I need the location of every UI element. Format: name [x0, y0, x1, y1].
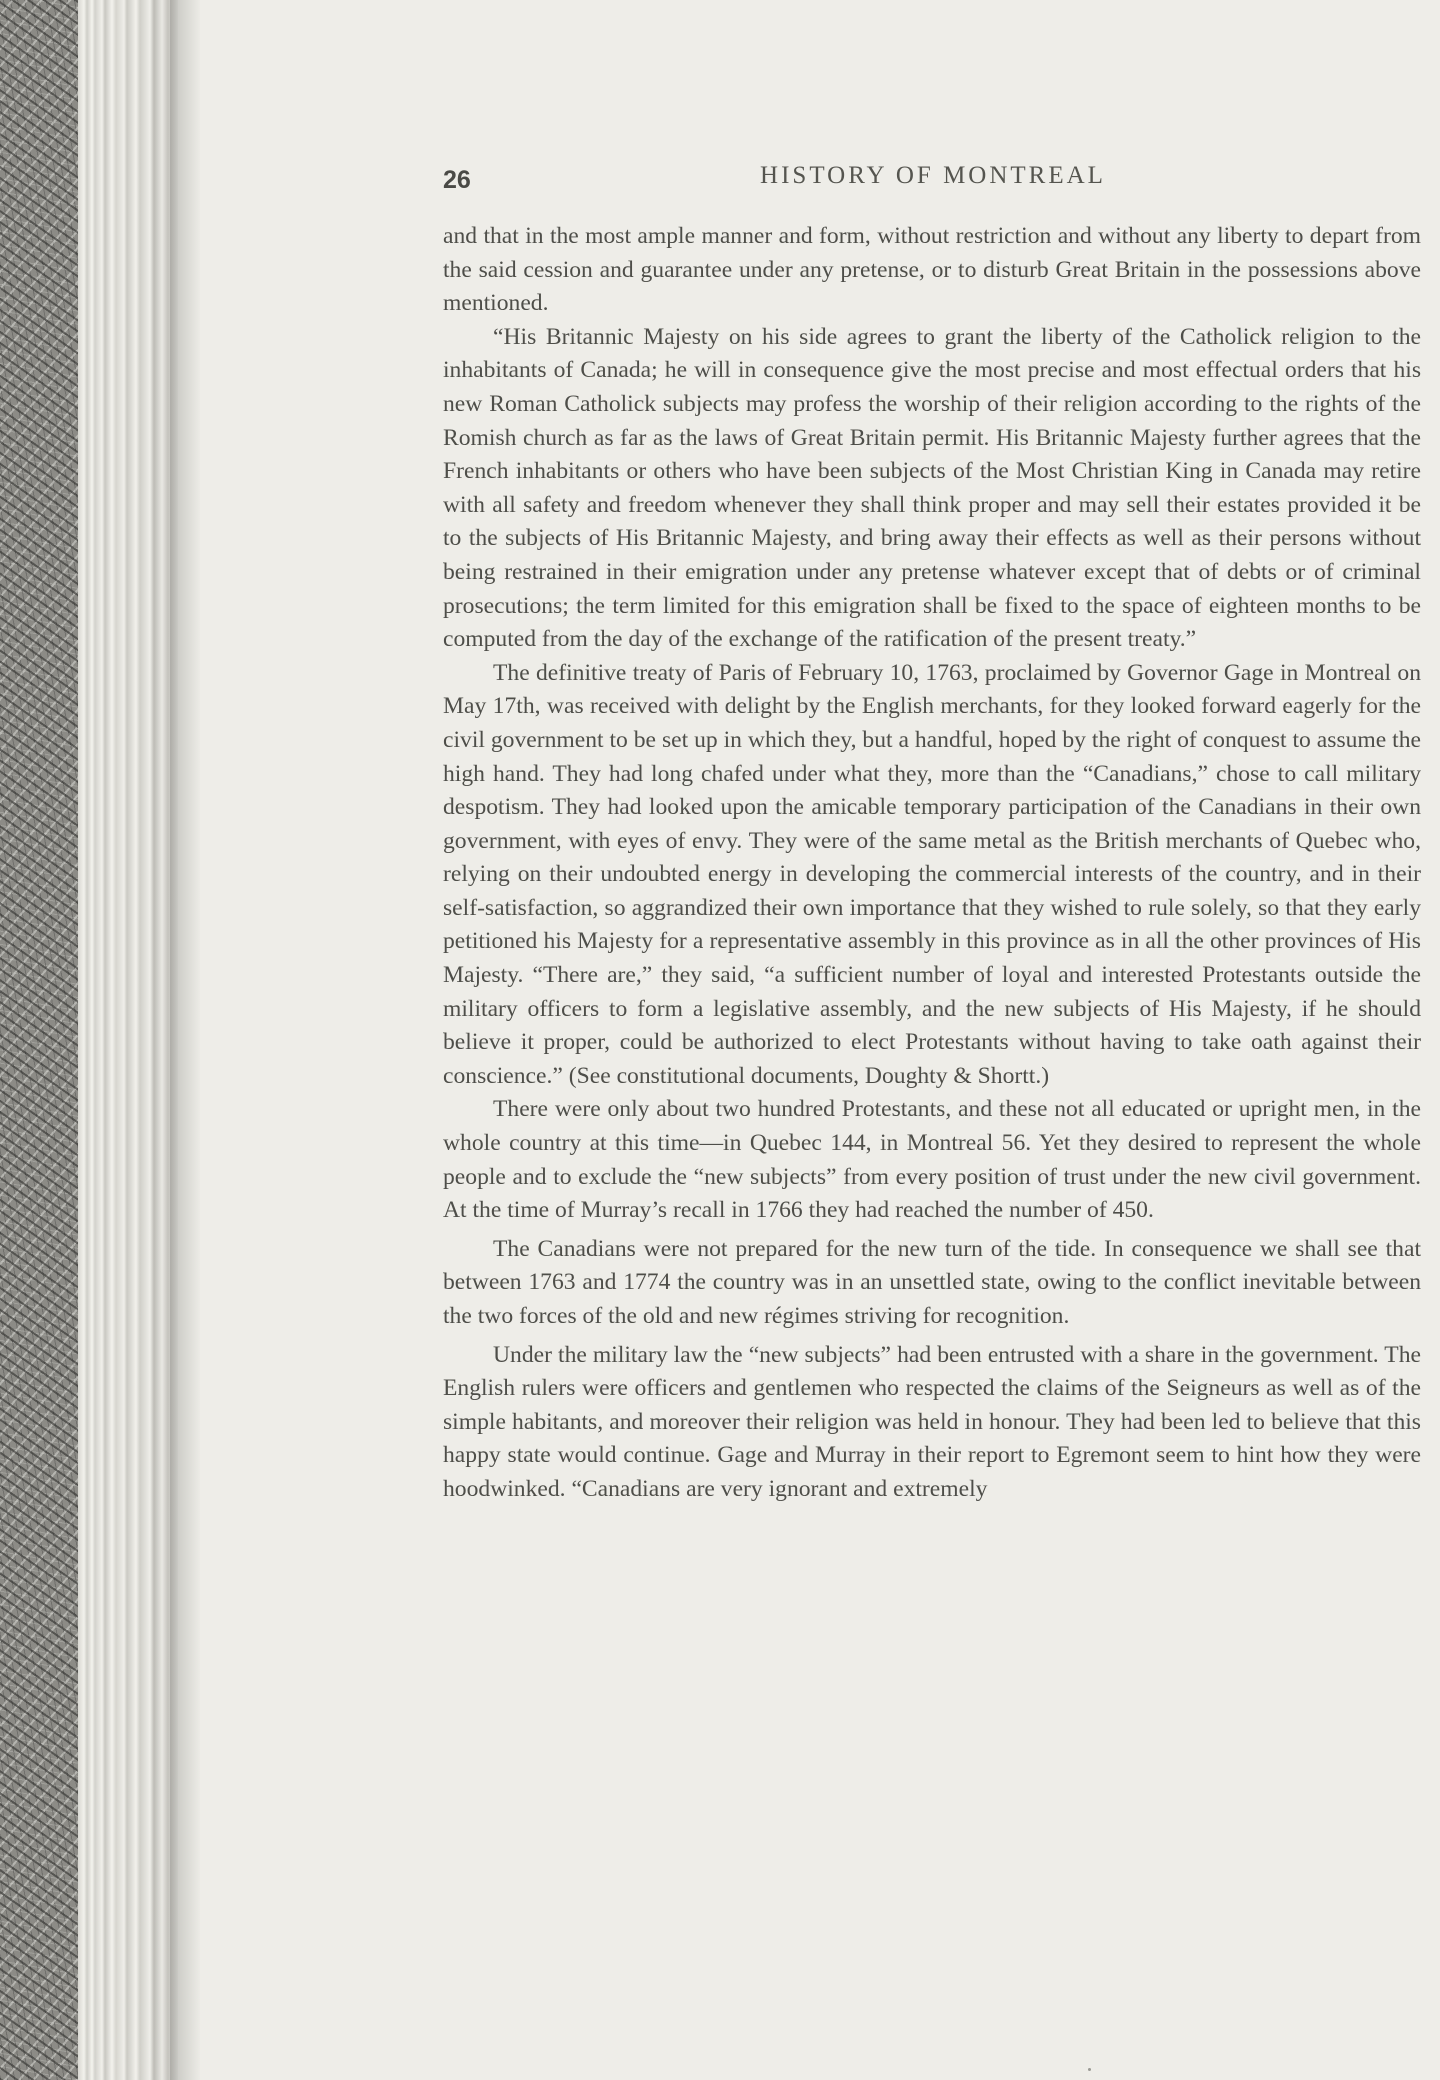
running-title: HISTORY OF MONTREAL: [760, 162, 1106, 189]
paper-speck: [1088, 2068, 1091, 2071]
gutter-shadow: [170, 0, 200, 2080]
page-number: 26: [443, 166, 471, 194]
page-edges: [78, 0, 178, 2080]
page-header: [443, 160, 1423, 200]
paragraph-treaty-quote: “His Britannic Majesty on his side agrees to grant the liberty of the Catholick religion to the inhabitants of Canada; he will in consequence give the most precise and most effectual orders that his new Roman Catholick subjects may profess the worship of their religion according to the rights of the Romish church as far as the laws of Great Britain permit. His Britannic Majesty further agrees that the French inhabitants or others who have been subjects of the Most Christian King in Canada may retire with all safety and freedom whenever they shall think proper and may sell their estates provided it be to the subjects of His Britannic Majesty, and bring away their effects as well as their persons without being restrained in their emigration under any pretense whatever except that of debts or of criminal prosecutions; the term limited for this emigration shall be fixed to the space of eighteen months to be computed from the day of the exchange of the ratification of the present treaty.”: [443, 323, 1421, 653]
paragraph-military-law: Under the military law the “new subjects” had been entrusted with a share in the government. The English rulers were officers and gentlemen who respected the claims of the Seigneurs as well as of the simple habitants, and moreover their religion was held in honour. They had been led to believe that this happy state would continue. Gage and Murray in their report to Egremont seem to hint how they were hoodwinked. “Canadians are very ignorant and extremely: [443, 1341, 1421, 1502]
paragraph-canadians-unprepared: The Canadians were not prepared for the new turn of the tide. In consequence we shall see that between 1763 and 1774 the country was in an unsettled state, owing to the conflict inevitable between the two forces of the old and new régimes striving for recognition.: [443, 1235, 1421, 1329]
body-text: [443, 220, 1421, 1507]
paragraph-treaty-of-paris: The definitive treaty of Paris of February 10, 1763, proclaimed by Governor Gage in Montreal on May 17th, was received with delight by the English merchants, for they looked forward eagerly for the civil government to be set up in which they, but a handful, hoped by the right of conquest to assume the high hand. They had long chafed under what they, more than the “Canadians,” chose to call military despotism. They had looked upon the amicable temporary participation of the Canadians in their own government, with eyes of envy. They were of the same metal as the British merchants of Quebec who, relying on their undoubted energy in developing the commercial interests of the country, and in their self-satisfaction, so aggrandized their own importance that they wished to rule solely, so that they early petitioned his Majesty for a representative assembly in this province as in all the other provinces of His Majesty. “There are,” they said, “a sufficient number of loyal and interested Protestants outside the military officers to form a legislative assembly, and the new subjects of His Majesty, if he should believe it proper, could be authorized to elect Protestants without having to take oath against their conscience.” (See constitutional documents, Doughty & Shortt.): [443, 659, 1421, 1089]
paragraph-protestants: There were only about two hundred Protestants, and these not all educated or upright men, in the whole country at this time—in Quebec 144, in Montreal 56. Yet they desired to represent the whole people and to exclude the “new subjects” from every position of trust under the new civil government. At the time of Murray’s recall in 1766 they had reached the number of 450.: [443, 1096, 1421, 1224]
marbled-binding: [0, 0, 78, 2080]
paragraph-continuation: and that in the most ample manner and form, without restriction and without any liberty to depart from the said cession and guarantee under any pretense, or to disturb Great Britain in the possessions above mentioned.: [443, 223, 1421, 317]
